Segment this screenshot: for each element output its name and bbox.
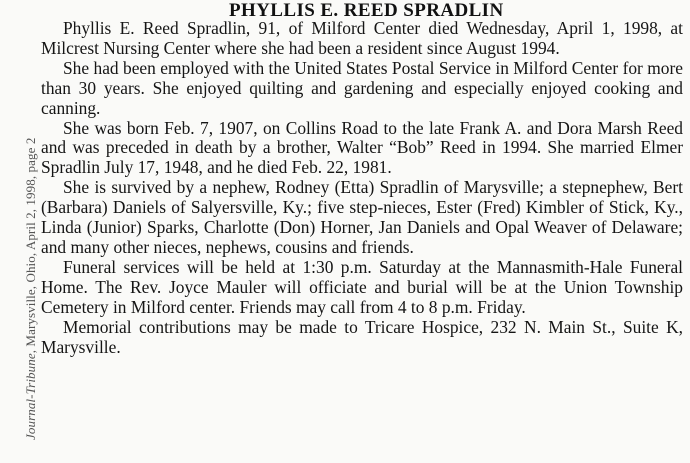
obituary-headline: PHYLLIS E. REED SPRADLIN (229, 0, 504, 21)
publication-name: Journal-Tribune (23, 353, 38, 440)
obituary-body (41, 19, 683, 357)
paragraph-memorial-contributions: Memorial contributions may be made to Tricare Hospice, 232 N. Main St., Suite K, Marysville. (41, 316, 683, 357)
paragraph-birth-family: She was born Feb. 7, 1907, on Collins Road to the late Frank A. and Dora Marsh Reed and was preceded in death by a brother, Walter “Bob” Reed in 1994. She married Elmer Spradlin July 17, 1948, and he died Feb. 22, 1981. (41, 117, 683, 178)
paragraph-death-notice: Phyllis E. Reed Spradlin, 91, of Milford Center died Wednesday, April 1, 1998, at Milcrest Nursing Center where she had been a resident since August 1994. (41, 18, 683, 58)
source-citation (24, 20, 38, 440)
publication-details: , Marysville, Ohio, April 2, 1998, page 2 (23, 137, 38, 354)
paragraph-survivors: She is survived by a nephew, Rodney (Etta) Spradlin of Marysville; a stepnephew, Bert (Barbara) Daniels of Salyersville, Ky.; five step-nieces, Ester (Fred) Kimbler of Stick, Ky., Linda (Junior) Sparks, Charlotte (Don) Horner, Jan Daniels and Opal Weaver of Delaware; and many other nieces, nephews, cousins and friends. (41, 177, 683, 257)
paragraph-employment: She had been employed with the United States Postal Service in Milford Center for more than 30 years. She enjoyed quilting and gardening and especially enjoyed cooking and canning. (41, 57, 683, 118)
paragraph-funeral-services: Funeral services will be held at 1:30 p.m. Saturday at the Mannasmith-Hale Funeral Home. The Rev. Joyce Mauler will officiate and burial will be at the Union Township Cemetery in Milford center. Friends may call from 4 to 8 p.m. Friday. (41, 256, 683, 317)
